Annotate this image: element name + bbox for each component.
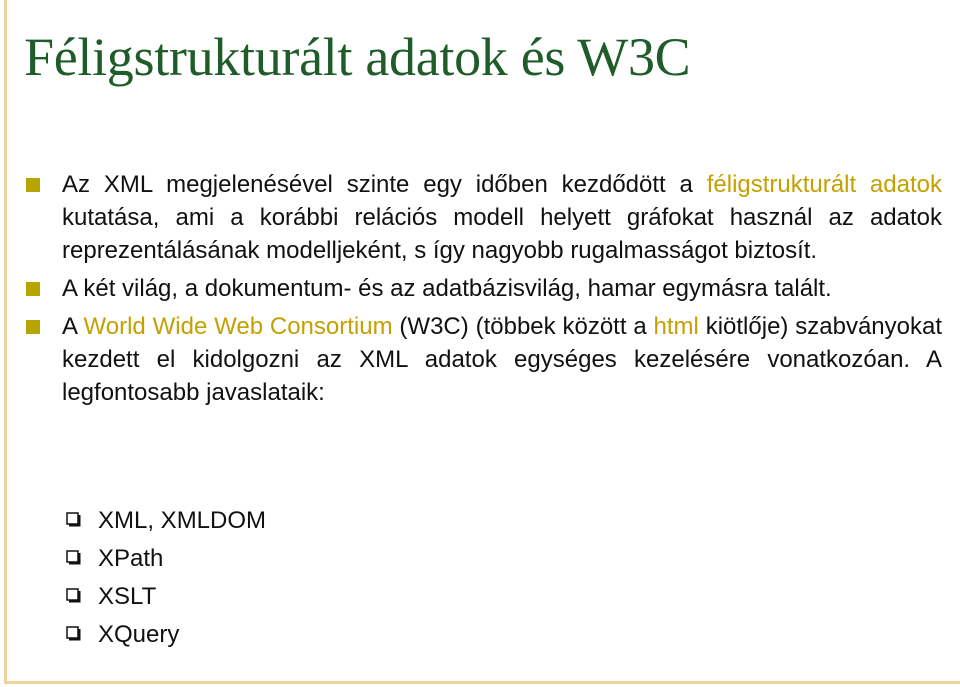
- checkbox-bullet-icon: [66, 626, 81, 641]
- highlighted-term: féligstrukturált adatok: [706, 171, 942, 198]
- sub-item-label: XML, XMLDOM: [98, 507, 267, 534]
- recommendation-list: [98, 502, 266, 654]
- text-segment: (W3C) (többek között a: [392, 313, 654, 340]
- text-segment: A két világ, a dokumentum- és az adatbázisvilág, hamar egymásra talált.: [62, 275, 832, 302]
- text-segment: kutatása, ami a korábbi relációs modell helyett gráfokat használ az adatok reprezentálásának modelljeként, s így nagyobb rugalmasságot biztosít.: [62, 204, 942, 264]
- square-bullet-icon: [26, 320, 40, 334]
- square-bullet-icon: [26, 178, 40, 192]
- text-segment: A: [62, 313, 84, 340]
- checkbox-bullet-icon: [66, 512, 81, 527]
- bullet-list: [62, 168, 942, 414]
- slide-frame-left: [4, 0, 7, 683]
- bullet-text: [62, 275, 832, 302]
- sub-list-item: [98, 578, 266, 616]
- sub-item-label: XQuery: [98, 621, 180, 648]
- highlighted-term: World Wide Web Consortium: [83, 313, 393, 340]
- sub-list-item: [98, 616, 266, 654]
- bullet-item: [62, 168, 942, 267]
- sub-item-label: XSLT: [98, 583, 157, 610]
- bullet-text: [62, 171, 942, 264]
- checkbox-bullet-icon: [66, 588, 81, 603]
- sub-list-item: [98, 540, 266, 578]
- sub-item-label: XPath: [98, 545, 164, 572]
- checkbox-bullet-icon: [66, 550, 81, 565]
- bullet-item: [62, 310, 942, 409]
- highlighted-term: html: [653, 313, 699, 340]
- bullet-text: [62, 313, 942, 406]
- text-segment: Az XML megjelenésével szinte egy időben kezdődött a: [62, 171, 707, 198]
- slide-title: Féligstrukturált adatok és W3C: [24, 27, 691, 87]
- text-segment: kiötlője) szabványokat kezdett el kidolgozni az XML adatok egységes kezelésére vonatkozóan. A legfontosabb javaslataik:: [62, 313, 943, 406]
- bullet-item: [62, 272, 942, 305]
- square-bullet-icon: [26, 282, 40, 296]
- slide-frame-bottom: [4, 681, 960, 684]
- sub-list-item: [98, 502, 266, 540]
